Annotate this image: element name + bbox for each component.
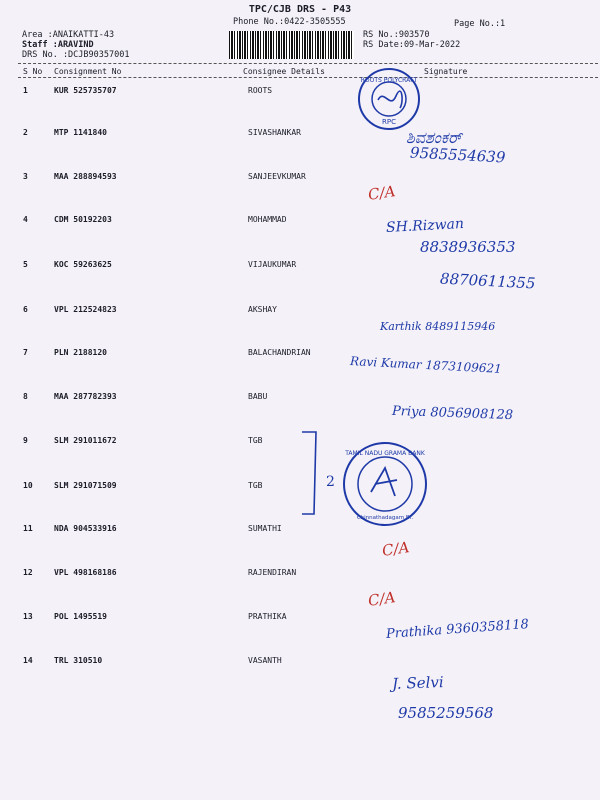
row-consignment-no: MAA 288894593	[54, 172, 117, 181]
bracket-mark	[300, 428, 340, 518]
sign-row-13: Prathika 9360358118	[385, 617, 530, 642]
area-field: Area :ANAIKATTI-43	[22, 30, 115, 40]
row-consignment-no: PLN 2188120	[54, 348, 107, 357]
phone-row-14: 9585259568	[398, 704, 494, 722]
row-sno: 13	[23, 612, 33, 621]
row-consignment-no: MAA 287782393	[54, 392, 117, 401]
row-sno: 2	[23, 128, 28, 137]
row-consignee: TGB	[248, 436, 263, 445]
svg-text:RPC: RPC	[382, 118, 396, 126]
page-number: Page No.:1	[454, 19, 506, 29]
rs-date: RS Date:09-Mar-2022	[363, 40, 461, 50]
ca-mark-row-11: C/A	[380, 538, 411, 560]
row-consignment-no: NDA 904533916	[54, 524, 117, 533]
staff-field: Staff :ARAVIND	[22, 40, 94, 50]
ca-mark-row-12: C/A	[366, 588, 397, 610]
col-signature: Signature	[424, 67, 468, 76]
col-consignment: Consignment No	[54, 67, 122, 76]
col-sno: S No	[23, 67, 43, 76]
roots-stamp	[358, 68, 420, 130]
row-consignee: SANJEEVKUMAR	[248, 172, 306, 181]
row-consignment-no: KUR 525735707	[54, 86, 117, 95]
row-consignment-no: POL 1495519	[54, 612, 107, 621]
row-consignment-no: MTP 1141840	[54, 128, 107, 137]
svg-text:ROOTS POLYCRAFT: ROOTS POLYCRAFT	[360, 77, 418, 84]
row-sno: 7	[23, 348, 28, 357]
sign-row-2: ಶಿವಶಂಕರ್	[406, 128, 462, 147]
phone-row-2: 9585554639	[409, 143, 506, 167]
name-row-4: SH.Rizwan	[385, 215, 465, 237]
row-consignee: ROOTS	[248, 86, 273, 95]
row-sno: 12	[23, 568, 33, 577]
svg-text:TAMIL NADU GRAMA BANK: TAMIL NADU GRAMA BANK	[345, 450, 425, 457]
row-consignee: SUMATHI	[248, 524, 282, 533]
drs-number: DRS No. :DCJB90357001	[22, 50, 130, 60]
circled-mark: 2	[326, 474, 335, 490]
row-consignment-no: VPL 498168186	[54, 568, 117, 577]
ca-mark-row-3: C/A	[366, 182, 397, 204]
phone-row-4: 8838936353	[420, 238, 516, 256]
row-sno: 11	[23, 524, 33, 533]
row-consignee: PRATHIKA	[248, 612, 287, 621]
svg-text:Chinnathadagam Br.: Chinnathadagam Br.	[356, 515, 414, 521]
row-consignee: MOHAMMAD	[248, 215, 287, 224]
row-sno: 9	[23, 436, 28, 445]
row-consignment-no: SLM 291011672	[54, 436, 117, 445]
phone-number: Phone No.:0422-3505555	[233, 17, 346, 27]
phone-row-5: 8870611355	[439, 269, 536, 293]
row-consignment-no: TRL 310510	[54, 656, 103, 665]
document-title: TPC/CJB DRS - P43	[248, 4, 352, 15]
row-consignee: VIJAUKUMAR	[248, 260, 297, 269]
bank-stamp	[343, 442, 427, 526]
sign-row-7: Ravi Kumar 1873109621	[349, 354, 503, 376]
row-consignment-no: SLM 291071509	[54, 481, 117, 490]
sign-row-6: Karthik 8489115946	[380, 320, 496, 333]
row-consignee: BALACHANDRIAN	[248, 348, 311, 357]
name-row-14: J. Selvi	[391, 673, 444, 693]
row-consignee: AKSHAY	[248, 305, 277, 314]
column-divider	[18, 77, 598, 78]
row-consignee: VASANTH	[248, 656, 282, 665]
header-divider	[18, 63, 598, 64]
row-consignee: RAJENDIRAN	[248, 568, 297, 577]
row-consignee: BABU	[248, 392, 268, 401]
row-consignment-no: CDM 50192203	[54, 215, 112, 224]
row-sno: 4	[23, 215, 28, 224]
row-sno: 1	[23, 86, 28, 95]
row-sno: 10	[23, 481, 33, 490]
barcode	[229, 31, 354, 59]
row-consignee: SIVASHANKAR	[248, 128, 301, 137]
row-consignment-no: KOC 59263625	[54, 260, 112, 269]
row-consignee: TGB	[248, 481, 263, 490]
row-sno: 5	[23, 260, 28, 269]
col-consignee: Consignee Details	[243, 67, 325, 76]
rs-number: RS No.:903570	[363, 30, 430, 40]
row-sno: 14	[23, 656, 33, 665]
sign-row-8: Priya 8056908128	[391, 403, 514, 424]
row-sno: 8	[23, 392, 28, 401]
row-sno: 6	[23, 305, 28, 314]
row-consignment-no: VPL 212524823	[54, 305, 117, 314]
row-sno: 3	[23, 172, 28, 181]
